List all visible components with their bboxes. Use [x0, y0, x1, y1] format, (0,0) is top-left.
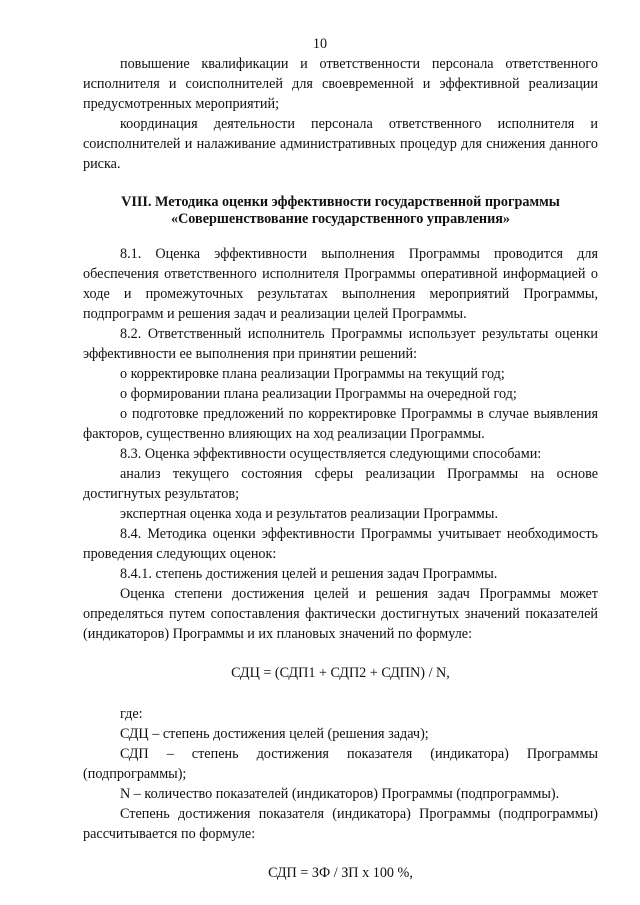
paragraph: анализ текущего состояния сферы реализации Программы на основе достигнутых результатов;	[83, 466, 598, 502]
paragraph: координация деятельности персонала ответственного исполнителя и соисполнителей и налаживание административных процедур для снижения данного риска.	[83, 116, 598, 172]
definition: СДП – степень достижения показателя (индикатора) Программы (подпрограммы);	[83, 746, 598, 782]
where-label: где:	[120, 706, 143, 722]
paragraph: Оценка степени достижения целей и решения задач Программы может определяться путем сопоставления фактически достигнутых значений показателей (индикаторов) Программы и их плановых значений по формуле:	[83, 586, 598, 642]
definition: N – количество показателей (индикаторов) Программы (подпрограммы).	[120, 786, 560, 802]
formula-sdc: СДЦ = (СДП1 + СДП2 + СДПN) / N,	[231, 665, 450, 681]
document-body	[83, 54, 598, 883]
paragraph: 8.4. Методика оценки эффективности Программы учитывает необходимость проведения следующих оценок:	[83, 526, 598, 562]
section-title	[83, 194, 598, 228]
paragraph: 8.1. Оценка эффективности выполнения Программы проводится для обеспечения ответственного исполнителя Программы оперативной информацией о ходе и промежуточных результатах выполнения мероприятий Программы, подпрограмм и решения задач и реализации целей Программы.	[83, 246, 598, 322]
formula-sdp: СДП = ЗФ / ЗП х 100 %,	[268, 865, 413, 881]
page-number: 10	[312, 36, 328, 52]
paragraph: экспертная оценка хода и результатов реализации Программы.	[120, 506, 498, 522]
definition: СДЦ – степень достижения целей (решения задач);	[120, 726, 429, 742]
paragraph: о формировании плана реализации Программы на очередной год;	[120, 386, 517, 402]
paragraph: 8.2. Ответственный исполнитель Программы использует результаты оценки эффективности ее выполнения при принятии решений:	[83, 326, 598, 362]
paragraph: 8.3. Оценка эффективности осуществляется следующими способами:	[120, 446, 542, 462]
section-title-line: VIII. Методика оценки эффективности государственной программы	[121, 194, 560, 210]
paragraph: Степень достижения показателя (индикатора) Программы (подпрограммы) рассчитывается по формуле:	[83, 806, 598, 842]
paragraph: о подготовке предложений по корректировке Программы в случае выявления факторов, существенно влияющих на ход реализации Программы.	[83, 406, 598, 442]
paragraph: о корректировке плана реализации Программы на текущий год;	[120, 366, 505, 382]
section-title-line: «Совершенствование государственного управления»	[170, 211, 511, 227]
paragraph: 8.4.1. степень достижения целей и решения задач Программы.	[120, 566, 498, 582]
paragraph: повышение квалификации и ответственности персонала ответственного исполнителя и соисполнителей для своевременной и эффективной реализации предусмотренных мероприятий;	[83, 56, 598, 112]
